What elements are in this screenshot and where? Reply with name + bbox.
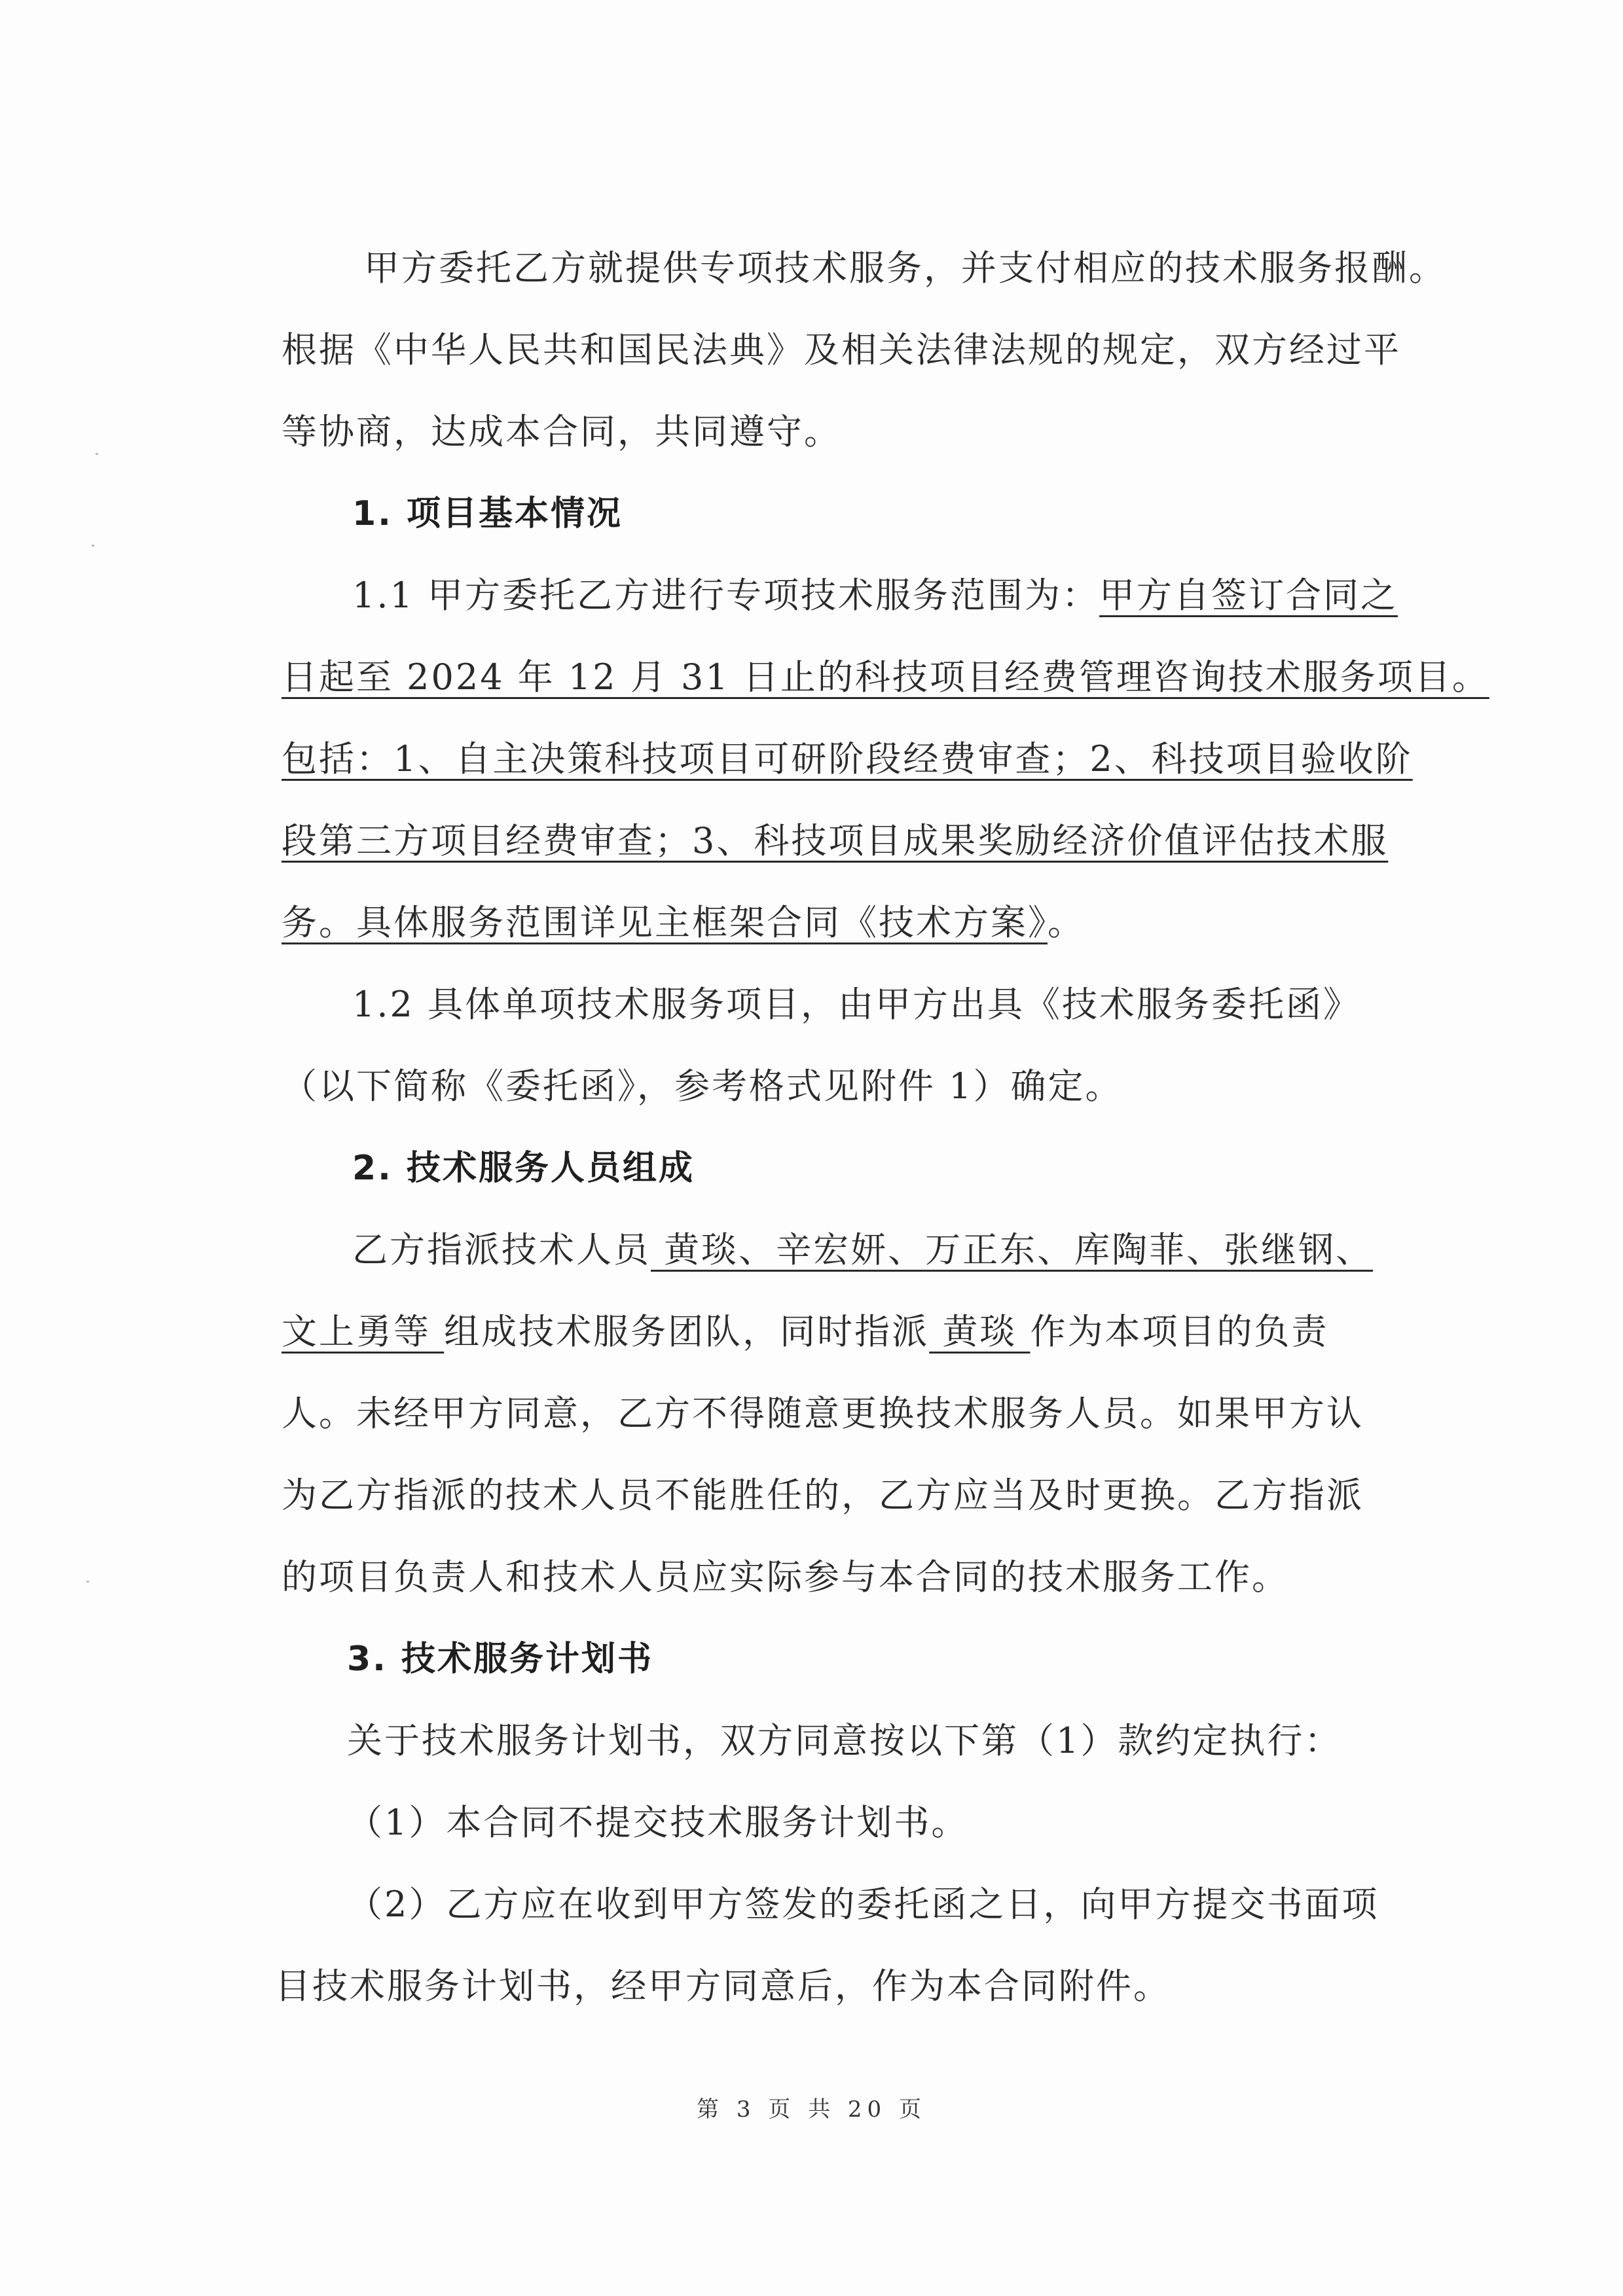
text-segment: 作为本项目的负责 [1030,1311,1329,1352]
page-number: 第 3 页 共 20 页 [697,2096,926,2123]
paragraph-line [347,1878,1486,1931]
text-segment: 乙方指派技术人员 [352,1229,651,1270]
underlined-text: 黄琰 [929,1311,1030,1352]
text-segment: 组成技术服务团队，同时指派 [444,1311,930,1352]
underlined-text: 日起至 2024 年 12 月 31 日止的科技项目经费管理咨询技术服务项目。 [282,656,1489,698]
underlined-text: 包括：1、自主决策科技项目可研阶段经费审查；2、科技项目验收阶 [282,738,1413,780]
paragraph-line [282,406,1421,458]
paragraph-line [282,815,1421,867]
paragraph-line [282,1306,1421,1358]
paragraph-line [282,733,1421,785]
paragraph-line [282,1388,1421,1440]
text-segment: 。 [1048,902,1085,943]
paragraph-line [282,1551,1421,1604]
text-segment: 甲方委托乙方就提供专项技术服务，并支付相应的技术服务报酬。 [364,247,1446,289]
underlined-text: 务。具体服务范围详见主框架合同《技术方案》 [282,902,1048,943]
paragraph-line [352,978,1491,1031]
paragraph-line [364,242,1503,295]
paragraph-line [282,324,1421,376]
text-segment: 目技术服务计划书，经甲方同意后，作为本合同附件。 [275,1965,1171,2007]
underlined-text: 文上勇等 [282,1311,445,1352]
text-segment: 人。未经甲方同意，乙方不得随意更换技术服务人员。如果甲方认 [282,1393,1364,1434]
text-segment: 1. 项目基本情况 [352,494,623,533]
section-heading [347,1633,1486,1685]
scan-speck [92,545,94,547]
text-segment: 关于技术服务计划书，双方同意按以下第（1）款约定执行： [347,1720,1342,1761]
underlined-text: 黄琰、辛宏妍、万正东、库陶菲、张继钢、 [651,1229,1374,1270]
underlined-text: 甲方自签订合同之 [1099,575,1398,616]
paragraph-line [282,1060,1421,1113]
paragraph-line [347,1797,1486,1849]
section-heading [352,1142,1491,1194]
section-heading [352,488,1491,540]
text-segment: 2. 技术服务人员组成 [352,1149,695,1188]
text-segment: 的项目负责人和技术人员应实际参与本合同的技术服务工作。 [282,1556,1289,1598]
scan-speck [86,1581,89,1583]
paragraph-line [275,1960,1414,2013]
text-segment: 等协商，达成本合同，共同遵守。 [282,411,841,452]
paragraph-line [282,897,1421,949]
text-segment: 为乙方指派的技术人员不能胜任的，乙方应当及时更换。乙方指派 [282,1475,1364,1516]
text-segment: （以下简称《委托函》，参考格式见附件 1）确定。 [282,1066,1123,1107]
scan-speck [96,453,98,455]
paragraph-line [347,1715,1486,1767]
text-segment: 1.2 具体单项技术服务项目，由甲方出具《技术服务委托函》 [352,984,1361,1025]
paragraph-line [282,1469,1421,1522]
paragraph-line [352,569,1491,622]
paragraph-line [282,651,1489,704]
underlined-text: 段第三方项目经费审查；3、科技项目成果奖励经济价值评估技术服 [282,820,1389,861]
text-segment: （2）乙方应在收到甲方签发的委托函之日，向甲方提交书面项 [347,1884,1379,1925]
text-segment: （1）本合同不提交技术服务计划书。 [347,1802,969,1843]
text-segment: 3. 技术服务计划书 [347,1640,654,1679]
text-segment: 根据《中华人民共和国民法典》及相关法律法规的规定，双方经过平 [282,329,1401,370]
text-segment: 1.1 甲方委托乙方进行专项技术服务范围为： [352,575,1100,616]
paragraph-line [352,1224,1491,1276]
